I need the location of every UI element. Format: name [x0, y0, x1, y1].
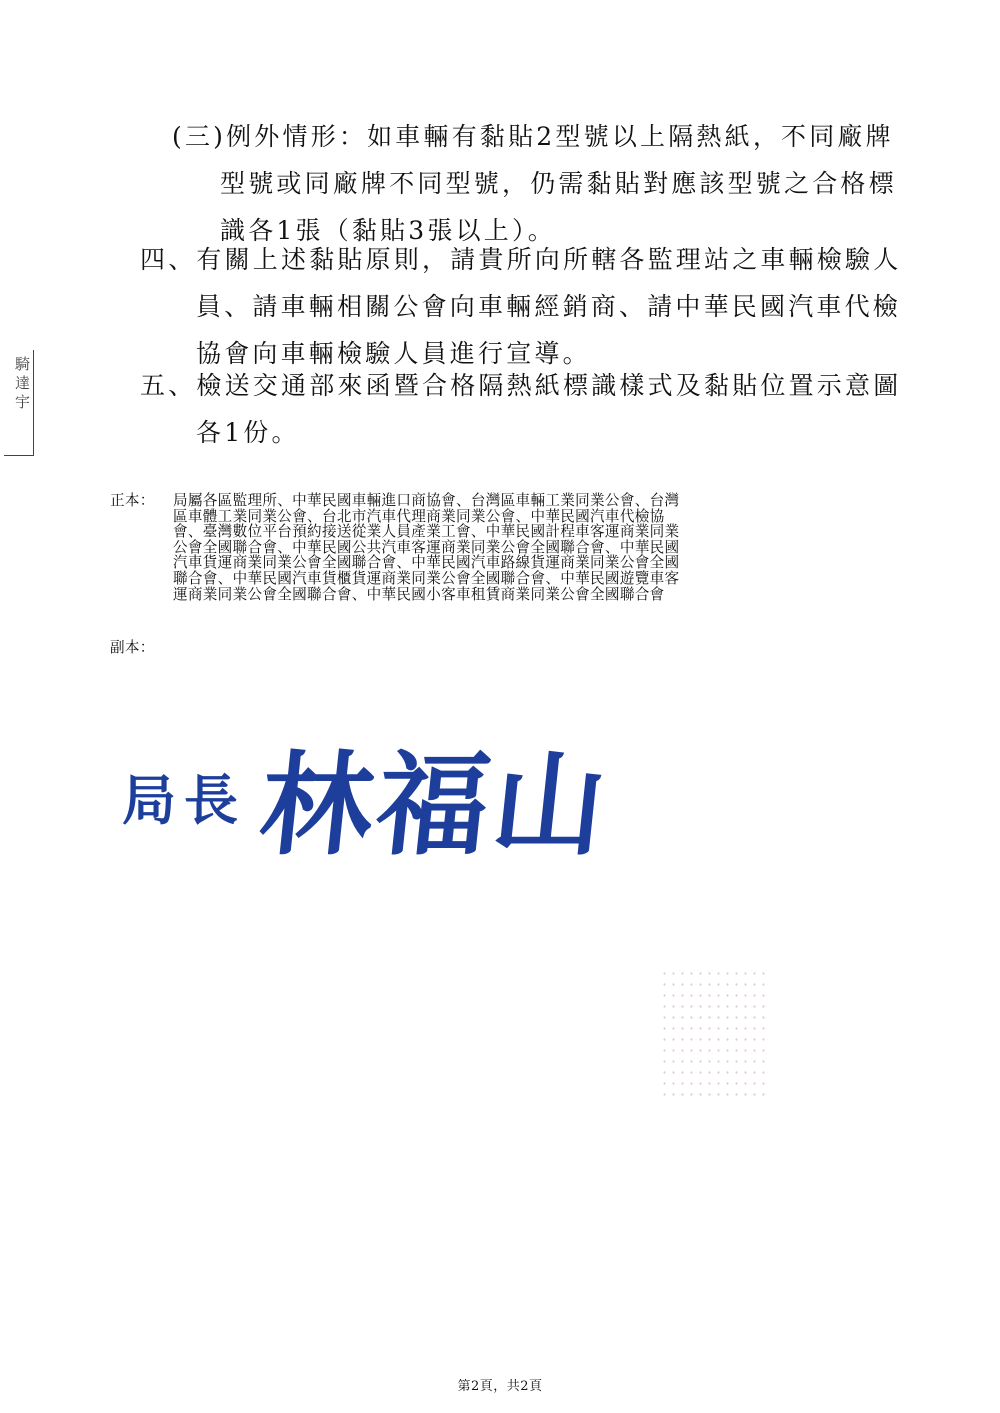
main-recipients-line: 運商業同業公會全國聯合會、中華民國小客車租賃商業同業公會全國聯合會 — [173, 585, 665, 603]
main-recipients-line: 局屬各區監理所、中華民國車輛進口商協會、台灣區車輛工業同業公會、台灣 — [173, 492, 680, 509]
item-3-exception — [172, 113, 897, 254]
item-4-line-3: 協會向車輛檢驗人員進行宣導。 — [196, 339, 591, 368]
item-3-line-2: 型號或同廠牌不同型號，仍需黏貼對應該型號之合格標 — [220, 169, 897, 198]
item-5-attachments — [140, 362, 901, 456]
item-3-line-1: (三)例外情形：如車輛有黏貼2型號以上隔熱紙，不同廠牌 — [172, 122, 894, 151]
main-recipients-label: 正本： — [110, 492, 155, 509]
signature-name: 林福山 — [254, 740, 616, 871]
copy-recipients-label: 副本： — [110, 639, 155, 656]
distribution-main — [110, 493, 890, 623]
main-recipients-line: 公會全國聯合會、中華民國公共汽車客運商業同業公會全國聯合會、中華民國 — [173, 538, 680, 556]
item-3-line-3: 識各1張（黏貼3張以上）。 — [220, 216, 556, 245]
item-4-line-2: 員、請車輛相關公會向車輛經銷商、請中華民國汽車代檢 — [196, 292, 902, 321]
main-recipients-line: 區車體工業同業公會、台北市汽車代理商業同業公會、中華民國汽車代檢協 — [173, 507, 665, 525]
scan-speckle — [660, 968, 770, 1098]
item-4-promotion — [140, 236, 901, 377]
main-recipients-line: 汽車貨運商業同業公會全國聯合會、中華民國汽車路線貨運商業同業公會全國 — [173, 554, 680, 572]
main-recipients-line: 聯合會、中華民國汽車貨櫃貨運商業同業公會全國聯合會、中華民國遊覽車客 — [173, 569, 680, 587]
page-number-footer: 第2頁，共2頁 — [457, 1379, 543, 1394]
main-recipients-list — [173, 493, 679, 602]
signature-title: 局長 — [122, 768, 246, 832]
side-handwritten-stamp: 騎達宇 — [4, 350, 34, 456]
main-recipients-line: 會、臺灣數位平台預約接送從業人員產業工會、中華民國計程車客運商業同業 — [173, 523, 680, 541]
item-5-line-2: 各1份。 — [196, 418, 300, 447]
item-5-line-1: 五、檢送交通部來函暨合格隔熱紙標識樣式及黏貼位置示意圖 — [140, 371, 902, 400]
item-4-line-1: 四、有關上述黏貼原則，請貴所向所轄各監理站之車輛檢驗人 — [140, 245, 902, 274]
